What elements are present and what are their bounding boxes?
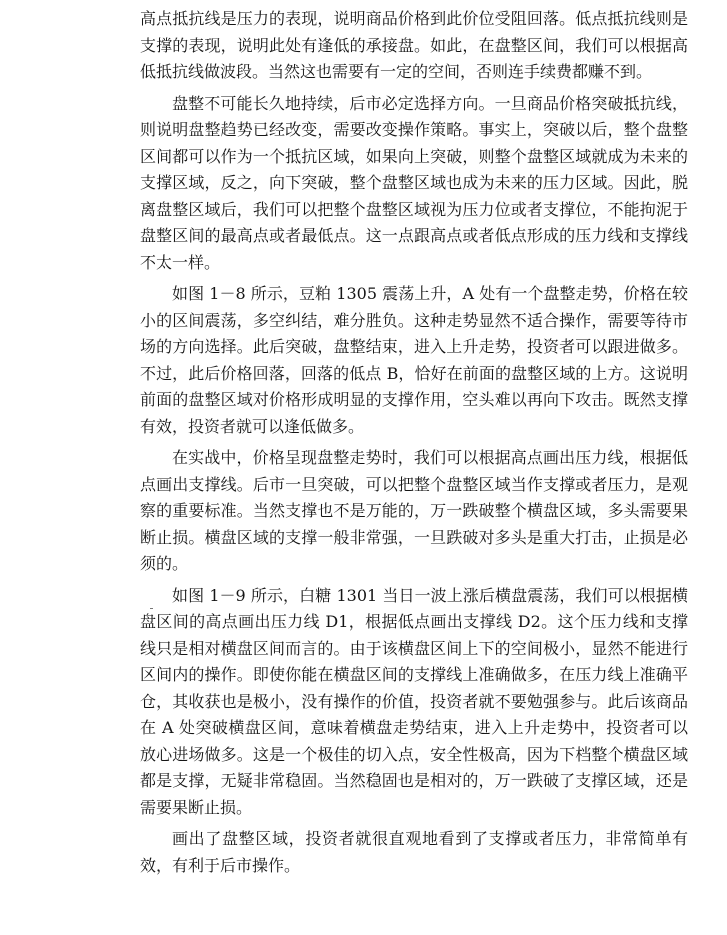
paragraph-practice: 在实战中，价格呈现盘整走势时，我们可以根据高点画出压力线，根据低点画出支撑线。后市一旦突破，可以把整个盘整区域当作支撑或者压力，是观察的重要标准。当然支撑也不是万能的，万一跌破整个横盘区域，多头需要果断止损。横盘区域的支撑一般非常强，一旦跌破对多头是重大打击，止损是必须的。 [140, 448, 688, 573]
paragraph-conclusion: 画出了盘整区域，投资者就很直观地看到了支撑或者压力，非常简单有效，有利于后市操作。 [140, 829, 688, 875]
paragraph-resistance-support: 高点抵抗线是压力的表现，说明商品价格到此价位受阻回落。低点抵抗线则是支撑的表现，说明此处有逢低的承接盘。如此，在盘整区间，我们可以根据高低抵抗线做波段。当然这也需要有一定的空间，否则连手续费都赚不到。 [140, 9, 688, 81]
document-body [140, 6, 688, 884]
paragraph-figure-1-8: 如图 1－8 所示，豆粕 1305 震荡上升，A 处有一个盘整走势，价格在较小的区间震荡，多空纠结，难分胜负。这种走势显然不适合操作，需要等待市场的方向选择。此后突破，盘整结束，进入上升走势，投资者可以跟进做多。不过，此后价格回落，回落的低点 B，恰好在前面的盘整区域的上方。这说明前面的盘整区域对价格形成明显的支撑作用，空头难以再向下攻击。既然支撑有效，投资者就可以逢低做多。 [140, 284, 688, 436]
scan-mark [150, 608, 153, 609]
paragraph-breakout-direction: 盘整不可能长久地持续，后市必定选择方向。一旦商品价格突破抵抗线，则说明盘整趋势已经改变，需要改变操作策略。事实上，突破以后，整个盘整区间都可以作为一个抵抗区域，如果向上突破，则整个盘整区域就成为未来的支撑区域，反之，向下突破，整个盘整区域也成为未来的压力区域。因此，脱离盘整区域后，我们可以把整个盘整区域视为压力位或者支撑位，不能拘泥于盘整区间的最高点或者最低点。这一点跟高点或者低点形成的压力线和支撑线不太一样。 [140, 93, 688, 272]
paragraph-figure-1-9: 如图 1－9 所示，白糖 1301 当日一波上涨后横盘震荡，我们可以根据横盘区间的高点画出压力线 D1，根据低点画出支撑线 D2。这个压力线和支撑线只是相对横盘区间而言的。由于该横盘区间上下的空间极小，显然不能进行区间内的操作。即使你能在横盘区间的支撑线上准确做多，在压力线上准确平仓，其收获也是极小，没有操作的价值，投资者就不要勉强参与。此后该商品在 A 处突破横盘区间，意味着横盘走势结束，进入上升走势中，投资者可以放心进场做多。这是一个极佳的切入点，安全性极高，因为下档整个横盘区域都是支撑，无疑非常稳固。当然稳固也是相对的，万一跌破了支撑区域，还是需要果断止损。 [140, 585, 688, 817]
